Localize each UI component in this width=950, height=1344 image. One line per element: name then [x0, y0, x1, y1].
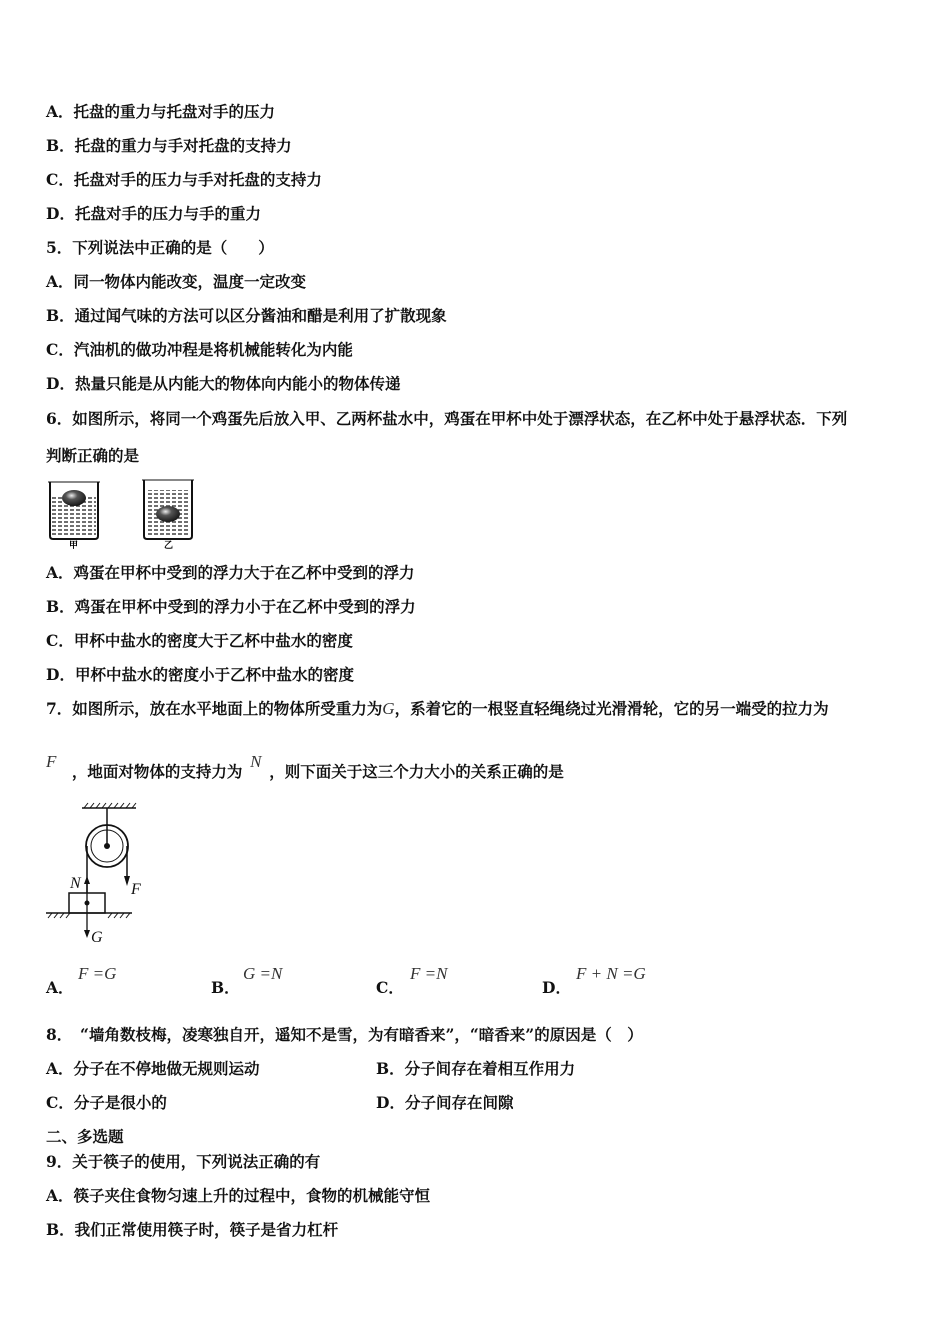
section-title: 二、多选题: [46, 1127, 124, 1146]
q7-symbol-f: F: [46, 752, 57, 771]
q8-option-b: B．分子间存在着相互作用力: [376, 1059, 576, 1078]
q7-option-d-formula: F + N =G: [576, 964, 646, 983]
label-jia: 甲: [69, 541, 79, 551]
q7-stem-a: 7．如图所示，放在水平地面上的物体所受重力为: [46, 699, 383, 718]
fig-label-g: G: [91, 929, 103, 946]
q7-option-d: [542, 978, 571, 998]
q7-option-c-formula: F =N: [410, 964, 448, 983]
label-yi: 乙: [164, 541, 174, 551]
q6-stem-line1: 6．如图所示，将同一个鸡蛋先后放入甲、乙两杯盐水中，鸡蛋在甲杯中处于漂浮状态，在乙杯中处于悬浮状态．下列: [46, 409, 848, 428]
q4-option-c: C．托盘对手的压力与手对托盘的支持力: [46, 170, 322, 189]
q6-stem-line2: 判断正确的是: [46, 446, 140, 465]
q8-option-c: C．分子是很小的: [46, 1093, 167, 1112]
q9-option-a: A．筷子夹住食物匀速上升的过程中，食物的机械能守恒: [46, 1186, 431, 1205]
fig-label-f: F: [131, 881, 141, 898]
beaker-yi: [142, 480, 194, 539]
q7-option-b-formula: G =N: [243, 964, 283, 983]
q7-option-c: [376, 978, 404, 998]
q5-option-b: B．通过闻气味的方法可以区分酱油和醋是利用了扩散现象: [46, 306, 447, 325]
fig-label-n: N: [70, 875, 81, 892]
q7-option-a: [46, 978, 74, 998]
q7-pulley-figure: [44, 802, 154, 948]
q7-option-d-label: D．: [542, 978, 571, 997]
q7-stem-d: ，则下面关于这三个力大小的关系正确的是: [269, 762, 564, 781]
q6-option-b: B．鸡蛋在甲杯中受到的浮力小于在乙杯中受到的浮力: [46, 597, 416, 616]
q9-option-b: B．我们正常使用筷子时，筷子是省力杠杆: [46, 1220, 339, 1239]
q8-option-d: D．分子间存在间隙: [376, 1093, 514, 1112]
q7-stem-line1: [46, 699, 829, 719]
q7-option-a-formula: F =G: [78, 964, 117, 983]
q5-option-c: C．汽油机的做功冲程是将机械能转化为内能: [46, 340, 353, 359]
beaker-jia: [48, 482, 100, 539]
q5-stem: 5．下列说法中正确的是（ ）: [46, 238, 274, 257]
q6-option-c: C．甲杯中盐水的密度大于乙杯中盐水的密度: [46, 631, 353, 650]
q7-option-a-label: A．: [46, 978, 74, 997]
q9-stem: 9．关于筷子的使用，下列说法正确的有: [46, 1152, 321, 1171]
q4-option-a: A．托盘的重力与托盘对手的压力: [46, 102, 276, 121]
q6-beakers-figure: [46, 476, 206, 552]
q7-symbol-g: G: [382, 699, 395, 718]
q5-option-a: A．同一物体内能改变，温度一定改变: [46, 272, 307, 291]
q7-option-b: [211, 978, 240, 998]
q5-option-d: D．热量只能是从内能大的物体向内能小的物体传递: [46, 374, 401, 393]
q6-option-d: D．甲杯中盐水的密度小于乙杯中盐水的密度: [46, 665, 354, 684]
q7-stem-line2: [46, 752, 564, 782]
q7-symbol-n: N: [250, 752, 262, 771]
q7-stem-b: ，系着它的一根竖直轻绳绕过光滑滑轮，它的另一端受的拉力为: [394, 699, 829, 718]
q6-option-a: A．鸡蛋在甲杯中受到的浮力大于在乙杯中受到的浮力: [46, 563, 415, 582]
q8-stem: 8． “墙角数枝梅，凌寒独自开，遥知不是雪，为有暗香来”，“暗香来”的原因是（ ）: [46, 1025, 643, 1044]
q4-option-d: D．托盘对手的压力与手的重力: [46, 204, 261, 223]
q7-stem-c: ，地面对物体的支持力为: [71, 762, 243, 781]
q7-option-c-label: C．: [376, 978, 404, 997]
q4-option-b: B．托盘的重力与手对托盘的支持力: [46, 136, 292, 155]
q7-option-b-label: B．: [211, 978, 240, 997]
q8-option-a: A．分子在不停地做无规则运动: [46, 1059, 260, 1078]
